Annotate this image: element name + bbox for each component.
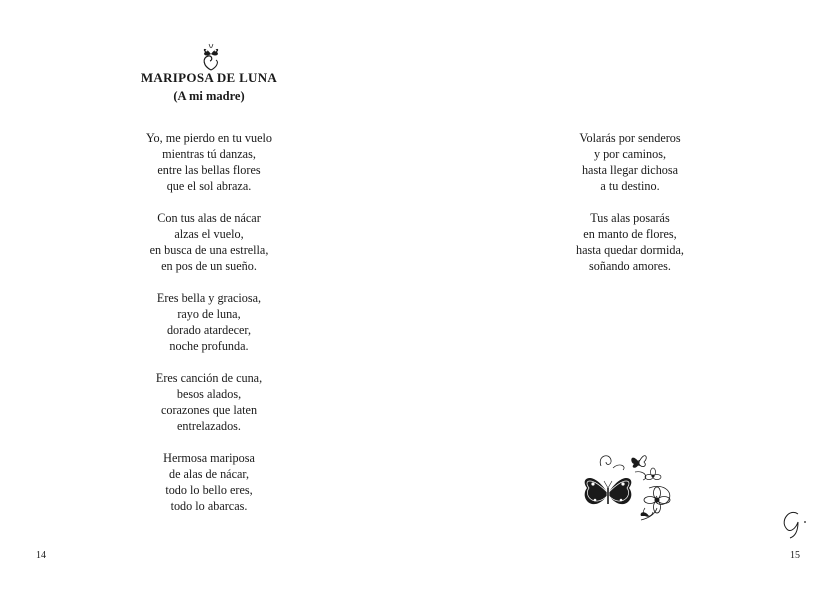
poem-body-left — [89, 130, 329, 530]
verse-line: en pos de un sueño. — [161, 259, 257, 273]
verse-line: noche profunda. — [169, 339, 249, 353]
verse-line: todo lo abarcas. — [170, 499, 248, 513]
poem-body-right — [510, 130, 750, 290]
verse-line: corazones que laten — [160, 403, 258, 417]
page-number-right: 15 — [790, 550, 800, 561]
stanza — [89, 130, 329, 194]
verse-line: Volarás por senderos — [579, 131, 681, 145]
left-page — [0, 0, 419, 595]
verse-line: Tus alas posarás — [590, 211, 670, 225]
stanza — [510, 130, 750, 194]
verse-line: todo lo bello eres, — [165, 483, 253, 497]
poem-title: MARIPOSA DE LUNA — [140, 70, 278, 85]
verse-line: Eres canción de cuna, — [155, 371, 263, 385]
right-page — [420, 0, 839, 595]
verse-line: entrelazados. — [177, 419, 241, 433]
verse-line: de alas de nácar, — [168, 467, 250, 481]
stanza — [89, 290, 329, 354]
butterfly-flourish-icon — [199, 40, 223, 72]
verse-line: dorado atardecer, — [166, 323, 252, 337]
page-number-left: 14 — [36, 550, 46, 561]
poem-dedication: (A mi madre) — [173, 89, 245, 103]
verse-line: en busca de una estrella, — [149, 243, 269, 257]
verse-line: besos alados, — [176, 387, 242, 401]
verse-line: soñando amores. — [589, 259, 671, 273]
verse-line: entre las bellas flores — [157, 163, 261, 177]
stanza — [510, 210, 750, 274]
stanza — [89, 210, 329, 274]
verse-line: mientras tú danzas, — [162, 147, 256, 161]
verse-line: alzas el vuelo, — [174, 227, 244, 241]
verse-line: en manto de flores, — [583, 227, 677, 241]
stanza — [89, 370, 329, 434]
verse-line: Yo, me pierdo en tu vuelo — [145, 131, 273, 145]
butterflies-and-flowers-icon — [579, 448, 681, 522]
verse-line: rayo de luna, — [177, 307, 241, 321]
verse-line: Eres bella y graciosa, — [156, 291, 262, 305]
stanza — [89, 450, 329, 514]
verse-line: hasta quedar dormida, — [576, 243, 684, 257]
poem-heading — [104, 70, 314, 104]
handwritten-signature-icon — [778, 500, 818, 540]
verse-line: hasta llegar dichosa — [581, 163, 679, 177]
verse-line: Hermosa mariposa — [163, 451, 255, 465]
verse-line: a tu destino. — [600, 179, 660, 193]
verse-line: Con tus alas de nácar — [157, 211, 261, 225]
verse-line: y por caminos, — [593, 147, 667, 161]
verse-line: que el sol abraza. — [166, 179, 252, 193]
